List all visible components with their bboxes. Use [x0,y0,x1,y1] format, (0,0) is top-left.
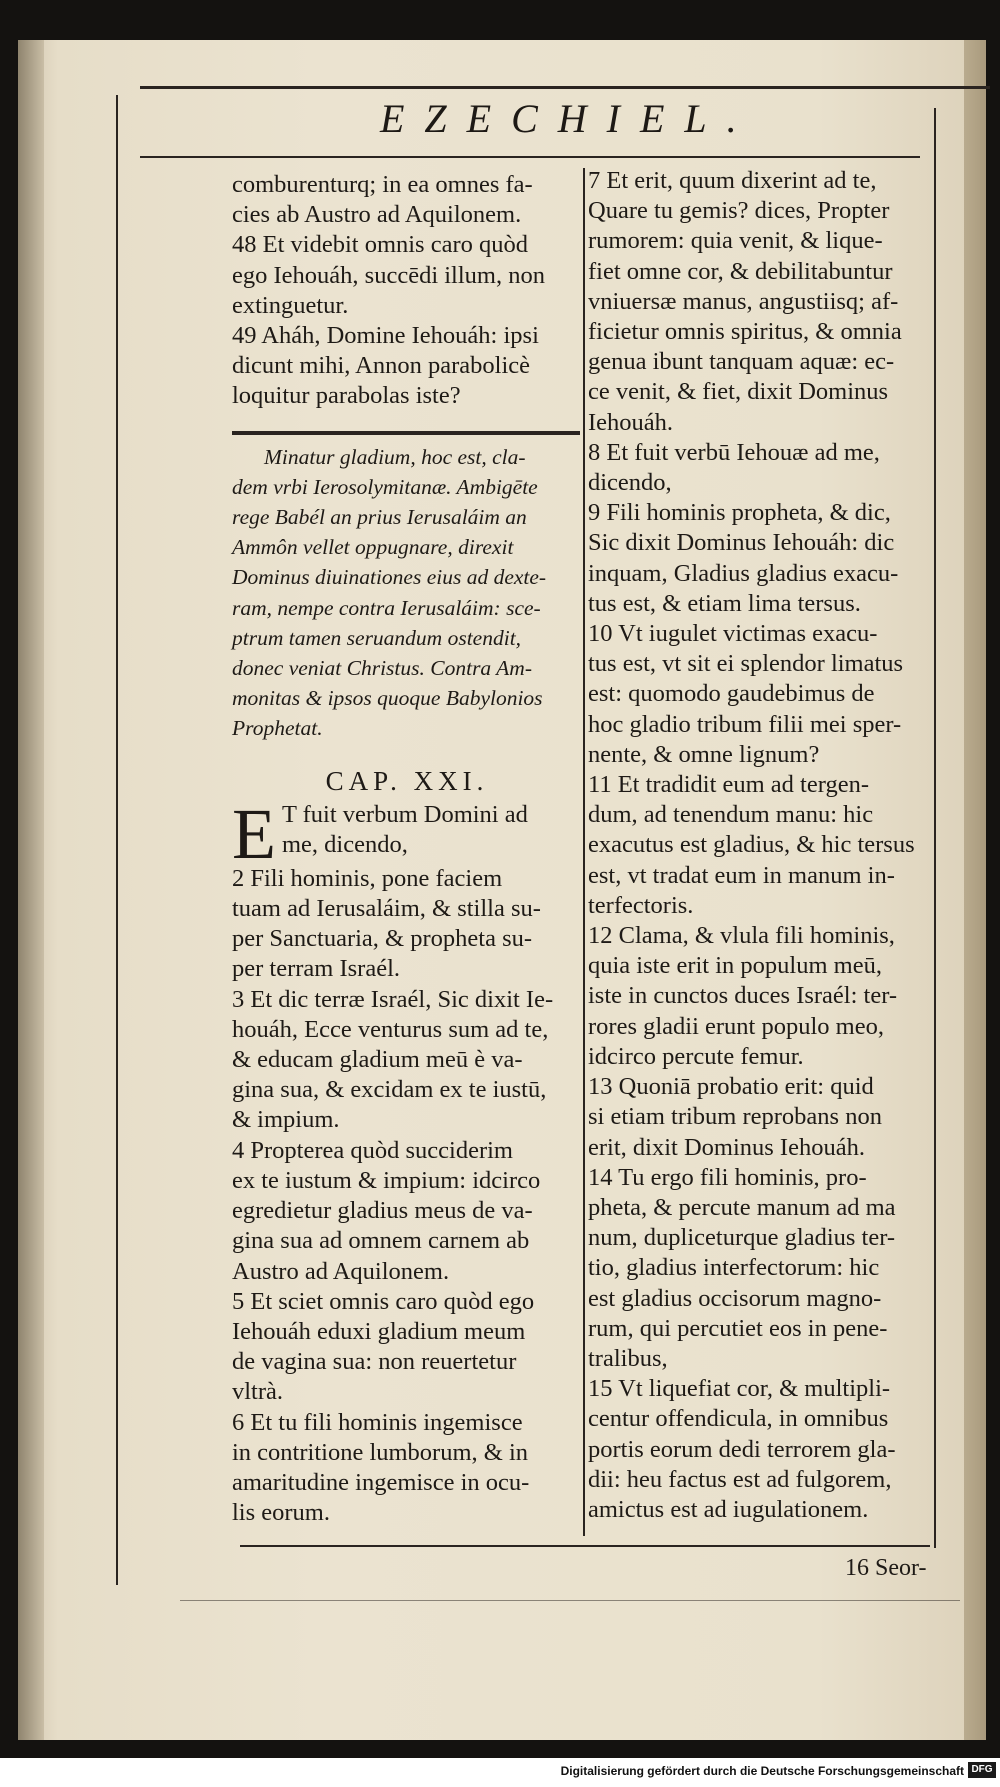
text-line: si etiam tribum reprobans non [588,1103,882,1131]
text-line: & educam gladium meū è va- [232,1046,523,1074]
text-line: gina sua, & excidam ex te iustū, [232,1076,547,1104]
text-line: erit, dixit Dominus Iehouáh. [588,1133,865,1161]
left-verses-top [232,170,582,412]
text-line: dicendo, [588,469,672,497]
dfg-logo-icon: DFG [968,1762,996,1778]
text-line: ego Iehouáh, succēdi illum, non [232,261,545,289]
text-line: tuam ad Ierusaláim, & stilla su- [232,895,541,923]
text-line: rumorem: quia venit, & lique- [588,227,883,255]
text-line: genua ibunt tanquam aquæ: ec- [588,348,895,376]
text-line: 13 Quoniā probatio erit: quid [588,1073,874,1101]
text-line: vniuersæ manus, angustiisq; af- [588,287,899,315]
chapter-summary [232,442,582,744]
text-line: dicunt mihi, Annon parabolicè [232,352,531,380]
text-line: me, dicendo, [281,831,408,859]
text-line: 7 Et erit, quum dixerint ad te, [588,167,877,194]
text-line: Quare tu gemis? dices, Propter [588,197,890,225]
text-line: tio, gladius interfectorum: hic [588,1254,880,1282]
catchword: 16 Seor- [845,1555,927,1581]
summary-line: donec veniat Christus. Contra Am- [232,656,532,681]
text-line: idcirco percute femur. [588,1042,804,1070]
text-line: loquitur parabolas iste? [232,382,461,410]
footer-rule [180,1600,960,1601]
text-line: per terram Israél. [232,955,400,983]
text-line: tus est, & etiam lima tersus. [588,589,861,617]
text-line: 15 Vt liquefiat cor, & multipli- [588,1375,891,1403]
page-edge [964,40,986,1740]
top-rule [140,86,990,89]
text-line: ex te iustum & impium: idcirco [232,1166,541,1194]
text-line: 49 Aháh, Domine Iehouáh: ipsi [232,322,539,350]
drop-cap: E [232,793,276,874]
text-line: terfectoris. [588,891,694,919]
page-binding [18,40,44,1740]
text-line: rum, qui percutiet eos in pene- [588,1314,888,1342]
summary-line: Minatur gladium, hoc est, cla- [264,444,526,469]
text-line: 6 Et tu fili hominis ingemisce [232,1408,523,1436]
text-line: 10 Vt iugulet victimas exacu- [588,620,878,648]
text-line: tus est, vt sit ei splendor limatus [588,650,904,678]
text-line: tralibus, [588,1344,668,1372]
text-line: comburenturq; in ea omnes fa- [232,171,533,198]
text-line: nente, & omne lignum? [588,740,820,768]
text-line: inquam, Gladius gladius exacu- [588,559,899,587]
text-line: quia iste erit in populum meū, [588,952,882,980]
text-line: 11 Et tradidit eum ad tergen- [588,771,869,799]
text-line: dii: heu factus est ad fulgorem, [588,1465,892,1493]
text-line: ce venit, & fiet, dixit Dominus [588,378,889,406]
summary-line: Prophetat. [232,716,323,741]
text-line: rores gladii erunt populo meo, [588,1012,884,1040]
summary-line: dem vrbi Ierosolymitanæ. Ambigēte [232,474,538,499]
text-line: pheta, & percute manum ad ma [588,1193,896,1221]
text-line: 2 Fili hominis, pone faciem [232,864,503,892]
text-line: Iehouáh eduxi gladium meum [232,1317,526,1345]
text-line: Sic dixit Dominus Iehouáh: dic [588,529,895,557]
text-line: houáh, Ecce venturus sum ad te, [232,1015,549,1043]
summary-line: rege Babél an prius Ierusaláim an [232,505,527,530]
text-line: 48 Et videbit omnis caro quòd [232,231,528,259]
text-line: gina sua ad omnem carnem ab [232,1227,530,1255]
bottom-rule [240,1545,930,1547]
chapter-heading: CAP. XXI. [325,765,489,796]
text-line: de vagina sua: non reuertetur [232,1348,517,1376]
text-line: exacutus est gladius, & hic tersus [588,831,915,859]
text-line: ficietur omnis spiritus, & omnia [588,318,902,346]
text-line: est gladius occisorum magno- [588,1284,882,1312]
text-line: in contritione lumborum, & in [232,1438,529,1466]
text-line: 3 Et dic terræ Israél, Sic dixit Ie- [232,985,554,1013]
head-rule [140,156,920,158]
text-line: num, dupliceturque gladius ter- [588,1224,896,1252]
summary-line: ram, nempe contra Ierusaláim: sce- [232,595,541,620]
text-line: iste in cunctos duces Israél: ter- [588,982,898,1010]
text-line: T fuit verbum Domini ad [281,800,528,828]
text-line: amictus est ad iugulationem. [588,1495,869,1523]
text-line: fiet omne cor, & debilitabuntur [588,257,893,285]
text-line: vltrà. [232,1378,284,1406]
column-divider [583,168,585,1536]
summary-line: monitas & ipsos quoque Babylonios [232,686,543,711]
left-column [232,170,582,1528]
text-line: 8 Et fuit verbū Iehouæ ad me, [588,438,880,466]
text-line: centur offendicula, in omnibus [588,1405,889,1433]
left-outer-border [116,95,118,1585]
text-line: & impium. [232,1106,340,1134]
text-line: dum, ad tenendum manu: hic [588,801,874,829]
text-line: cies ab Austro ad Aquilonem. [232,201,522,229]
text-line: est, vt tradat eum in manum in- [588,861,895,889]
summary-line: Dominus diuinationes eius ad dexte- [232,565,547,590]
summary-line: ptrum tamen seruandum ostendit, [232,625,522,650]
left-verses-main [232,793,582,1528]
text-line: lis eorum. [232,1499,330,1527]
text-line: per Sanctuaria, & propheta su- [232,925,533,953]
text-line: 14 Tu ergo fili hominis, pro- [588,1163,867,1191]
funding-credit: Digitalisierung gefördert durch die Deutsche Forschungsgemeinschaft [560,1764,964,1778]
text-line: Iehouáh. [588,408,674,436]
text-line: portis eorum dedi terrorem gla- [588,1435,896,1463]
text-line: est: quomodo gaudebimus de [588,680,875,708]
right-column [588,166,938,1525]
text-line: 12 Clama, & vlula fili hominis, [588,922,895,950]
text-line: hoc gladio tribum filii mei sper- [588,710,902,738]
text-line: 5 Et sciet omnis caro quòd ego [232,1287,535,1315]
text-line: Austro ad Aquilonem. [232,1257,450,1285]
text-line: egredietur gladius meus de va- [232,1197,533,1225]
text-line: 9 Fili hominis propheta, & dic, [588,499,891,527]
text-line: extinguetur. [232,291,349,319]
text-line: 4 Propterea quòd succiderim [232,1136,513,1164]
summary-line: Ammôn vellet oppugnare, direxit [232,535,514,560]
running-head: EZECHIEL. [380,96,757,141]
text-line: amaritudine ingemisce in ocu- [232,1468,530,1496]
